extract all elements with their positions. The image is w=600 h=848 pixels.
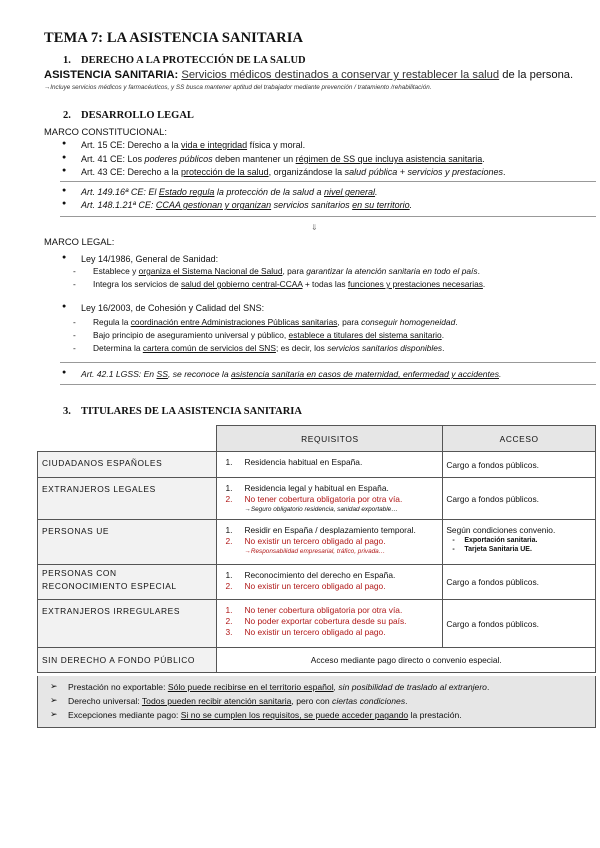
row-label: EXTRANJEROS IRREGULARES — [38, 600, 217, 648]
ley-14-d1-e: . — [477, 266, 480, 276]
table-corner-cell — [38, 426, 217, 452]
footnote-1-d: . — [486, 682, 490, 692]
marco-constitucional-label: MARCO CONSTITUCIONAL: — [44, 126, 167, 137]
table-row — [38, 478, 596, 520]
requirement-number: 1. — [225, 570, 233, 580]
ley-16-d3-a: Determina la — [93, 343, 143, 353]
art-41-text-c: deben mantener un — [212, 154, 296, 164]
row-access: Cargo a fondos públicos. — [443, 600, 596, 648]
ley-16-d1-e: . — [455, 317, 458, 327]
ley-14-d2-d: funciones y prestaciones necesarias — [347, 279, 483, 289]
footnote-2-a: Derecho universal: — [68, 696, 142, 706]
requirement-number: 1. — [225, 525, 233, 535]
ley-14-detail-1 — [93, 266, 480, 276]
footnote-2 — [50, 696, 408, 706]
art-43-text-a: Art. 43 CE: Derecho a la — [81, 167, 182, 177]
requirement-item — [225, 605, 438, 616]
table-row — [38, 565, 596, 600]
requirement-number: 1. — [225, 605, 233, 615]
requirement-text: No tener cobertura obligatoria por otra vía. — [244, 494, 403, 504]
art-149-text-e: . — [375, 187, 378, 197]
definition-note: →Incluye servicios médicos y farmacéuticos, y SS busca mantener aptitud del trabajador mediante prevención / tratamiento /rehabilitación. — [44, 84, 432, 91]
ley-16-detail-1 — [93, 317, 458, 327]
section-2-heading — [63, 110, 194, 121]
requirement-number: 1. — [225, 457, 233, 467]
footnote-1-a: Prestación no exportable: — [68, 682, 168, 692]
requirement-number: 2. — [225, 494, 233, 504]
requirement-item — [225, 525, 438, 536]
row-label: SIN DERECHO A FONDO PÚBLICO — [38, 648, 217, 673]
art-148-item — [81, 200, 412, 210]
row-requirements — [217, 478, 443, 520]
row-label — [38, 565, 217, 600]
definition-line — [44, 69, 573, 81]
section-3-number: 3. — [63, 406, 71, 417]
ley-14-d1-b: organiza el Sistema Nacional de Salud — [138, 266, 283, 276]
titulares-table — [37, 425, 596, 673]
requirement-text: No existir un tercero obligado al pago. — [244, 536, 386, 546]
art-15-item — [81, 140, 305, 150]
ley-16-d2-c: . — [441, 330, 445, 340]
art-149-text-d: nivel general — [324, 187, 376, 197]
art-42-text-a: Art. 42.1 LGSS: En — [81, 369, 157, 379]
definition-tail: de la persona. — [499, 69, 574, 81]
ley-16-d1-d: conseguir homogeneidad — [361, 317, 456, 327]
ley-16-d3-e: . — [442, 343, 445, 353]
ley-14-d2-e: . — [482, 279, 486, 289]
requirement-item — [225, 570, 438, 581]
art-148-text-b: CCAA gestionan y organizan — [155, 200, 272, 210]
ley-16-d3-c: ; es decir, los — [275, 343, 328, 353]
ley-16-d2-a: Bajo principio de aseguramiento universal y público, — [93, 330, 289, 340]
row-label-line-1: PERSONAS CON — [42, 568, 117, 578]
column-header-requisitos: REQUISITOS — [217, 426, 443, 452]
row-label-line-2: RECONOCIMIENTO ESPECIAL — [42, 581, 177, 591]
row-requirements — [217, 520, 443, 565]
divider — [60, 216, 596, 217]
requirement-number: 3. — [225, 627, 233, 637]
requirement-item — [225, 616, 438, 627]
requirement-item — [225, 581, 438, 592]
row-access — [443, 520, 596, 565]
art-15-text-a: Art. 15 CE: Derecho a la — [81, 140, 182, 150]
marco-legal-label: MARCO LEGAL: — [44, 236, 115, 247]
requirement-number: 1. — [225, 483, 233, 493]
requirement-note: →Seguro obligatorio residencia, sanidad exportable… — [244, 506, 398, 513]
requirement-item — [225, 627, 438, 638]
requirement-text: Reconocimiento del derecho en España. — [244, 570, 396, 580]
art-43-text-d: salud pública + servicios y prestaciones — [344, 167, 504, 177]
art-42-text-d: asistencia sanitaria en casos de maternidad, enfermedad y accidentes — [231, 369, 500, 379]
art-41-item — [81, 154, 485, 164]
ley-16-item: ● Ley 16/2003, de Cohesión y Calidad del SNS: — [81, 303, 264, 313]
row-access: Cargo a fondos públicos. — [443, 565, 596, 600]
row-label: PERSONAS UE — [38, 520, 217, 565]
art-42-text-b: SS — [156, 369, 168, 379]
ley-14-d1-a: Establece y — [93, 266, 139, 276]
footnote-2-d: ciertas condiciones — [332, 696, 406, 706]
ley-16-d3-b: cartera común de servicios del SNS — [142, 343, 276, 353]
footnotes-box — [37, 676, 596, 728]
art-42-text-e: . — [499, 369, 502, 379]
footnote-1-c: , sin posibilidad de traslado al extranjero — [333, 682, 487, 692]
row-access-combined: Acceso mediante pago directo o convenio especial. — [217, 648, 596, 673]
table-row — [38, 452, 596, 478]
art-149-item — [81, 187, 378, 197]
art-41-text-e: . — [482, 154, 485, 164]
row-label: EXTRANJEROS LEGALES — [38, 478, 217, 520]
art-149-text-b: Estado regula — [158, 187, 215, 197]
art-41-text-a: Art. 41 CE: Los — [81, 154, 145, 164]
section-3-heading — [63, 406, 302, 417]
footnote-2-c: , pero con — [291, 696, 333, 706]
requirement-text: No tener cobertura obligatoria por otra vía. — [244, 605, 403, 615]
section-2-number: 2. — [63, 110, 71, 121]
art-148-text-d: en su territorio — [352, 200, 410, 210]
requirement-text: No existir un tercero obligado al pago. — [244, 627, 386, 637]
column-header-acceso: ACCESO — [443, 426, 596, 452]
access-item: - Exportación sanitaria. — [446, 536, 592, 545]
requirement-number: 2. — [225, 536, 233, 546]
ley-16-detail-3 — [93, 343, 444, 353]
ley-14-d2-c: + todas las — [302, 279, 348, 289]
table-row — [38, 520, 596, 565]
art-42-text-c: , se reconoce la — [167, 369, 232, 379]
access-item: - Tarjeta Sanitaria UE. — [446, 545, 592, 554]
footnote-1-b: Sólo puede recibirse en el territorio español — [167, 682, 334, 692]
art-43-item — [81, 167, 506, 177]
requirement-note: →Responsabilidad empresarial, tráfico, privada… — [244, 548, 386, 555]
art-41-text-d: régimen de SS que incluya asistencia sanitaria — [295, 154, 483, 164]
art-148-text-c: servicios sanitarios — [271, 200, 353, 210]
section-1-title: DERECHO A LA PROTECCIÓN DE LA SALUD — [81, 55, 306, 66]
ley-16-d1-a: Regula la — [93, 317, 131, 327]
row-requirements — [217, 600, 443, 648]
row-requirements — [217, 565, 443, 600]
art-15-text-c: física y moral. — [247, 140, 306, 150]
requirement-item — [225, 483, 438, 494]
section-1-heading — [63, 55, 306, 66]
art-42-item — [81, 369, 501, 379]
requirement-text: Residencia habitual en España. — [244, 457, 363, 467]
requirement-number: 2. — [225, 616, 233, 626]
art-43-text-e: . — [503, 167, 506, 177]
requirement-text: Residencia legal y habitual en España. — [244, 483, 389, 493]
ley-14-d1-d: garantizar la atención sanitaria en todo el país — [306, 266, 478, 276]
ley-14-d1-c: , para — [282, 266, 307, 276]
ley-16-d1-c: , para — [337, 317, 362, 327]
section-2-title: DESARROLLO LEGAL — [81, 110, 194, 121]
divider — [60, 384, 596, 385]
definition-underlined: Servicios médicos destinados a conservar y restablecer la salud — [181, 69, 500, 81]
art-43-text-b: protección de la salud — [181, 167, 269, 177]
ley-14-d2-a: Integra los servicios de — [93, 279, 181, 289]
table-row — [38, 600, 596, 648]
requirement-item — [225, 536, 438, 547]
footnote-3-c: la prestación. — [408, 710, 462, 720]
footnote-3-b: Si no se cumplen los requisitos, se puede acceder pagando — [180, 710, 409, 720]
row-label: CIUDADANOS ESPAÑOLES — [38, 452, 217, 478]
footnote-3 — [50, 710, 462, 720]
ley-14-d2-b: salud del gobierno central-CCAA — [180, 279, 303, 289]
row-access: Cargo a fondos públicos. — [443, 452, 596, 478]
requirement-text: Residir en España / desplazamiento temporal. — [244, 525, 416, 535]
art-148-text-a: Art. 148.1.21ª CE: — [81, 200, 156, 210]
row-requirements — [217, 452, 443, 478]
requirement-item — [225, 457, 438, 468]
art-149-text-a: Art. 149.16ª CE: El — [81, 187, 159, 197]
art-43-text-c: , organizándose la — [268, 167, 345, 177]
footnote-3-a: Excepciones mediante pago: — [68, 710, 181, 720]
divider — [60, 181, 596, 182]
section-3-title: TITULARES DE LA ASISTENCIA SANITARIA — [81, 406, 302, 417]
ley-16-d3-d: servicios sanitarios disponibles — [327, 343, 443, 353]
ley-14-item: ● Ley 14/1986, General de Sanidad: — [81, 254, 218, 264]
access-text: Según condiciones convenio. — [446, 525, 556, 535]
requirement-item — [225, 494, 438, 505]
footnote-2-e: . — [405, 696, 408, 706]
requirement-number: 2. — [225, 581, 233, 591]
page-title: TEMA 7: LA ASISTENCIA SANITARIA — [44, 30, 304, 46]
footnote-1 — [50, 682, 489, 692]
art-148-text-e: . — [409, 200, 413, 210]
footnote-2-b: Todos pueden recibir atención sanitaria — [141, 696, 292, 706]
art-149-text-c: la protección de la salud a — [214, 187, 324, 197]
ley-16-d1-b: coordinación entre Administraciones Públicas sanitarias — [130, 317, 338, 327]
ley-14-detail-2 — [93, 279, 485, 289]
table-header-row — [38, 426, 596, 452]
definition-term: ASISTENCIA SANITARIA: — [44, 69, 179, 81]
row-access: Cargo a fondos públicos. — [443, 478, 596, 520]
section-1-number: 1. — [63, 55, 71, 66]
ley-16-detail-2 — [93, 330, 444, 340]
table-row — [38, 648, 596, 673]
requirement-text: No poder exportar cobertura desde su país. — [244, 616, 407, 626]
ley-16-d2-b: establece a titulares del sistema sanitario — [288, 330, 442, 340]
art-41-text-b: poderes públicos — [144, 154, 213, 164]
down-arrow-icon: ⇓ — [311, 223, 318, 232]
art-15-text-b: vida e integridad — [181, 140, 248, 150]
divider — [60, 362, 596, 363]
requirement-text: No existir un tercero obligado al pago. — [244, 581, 386, 591]
